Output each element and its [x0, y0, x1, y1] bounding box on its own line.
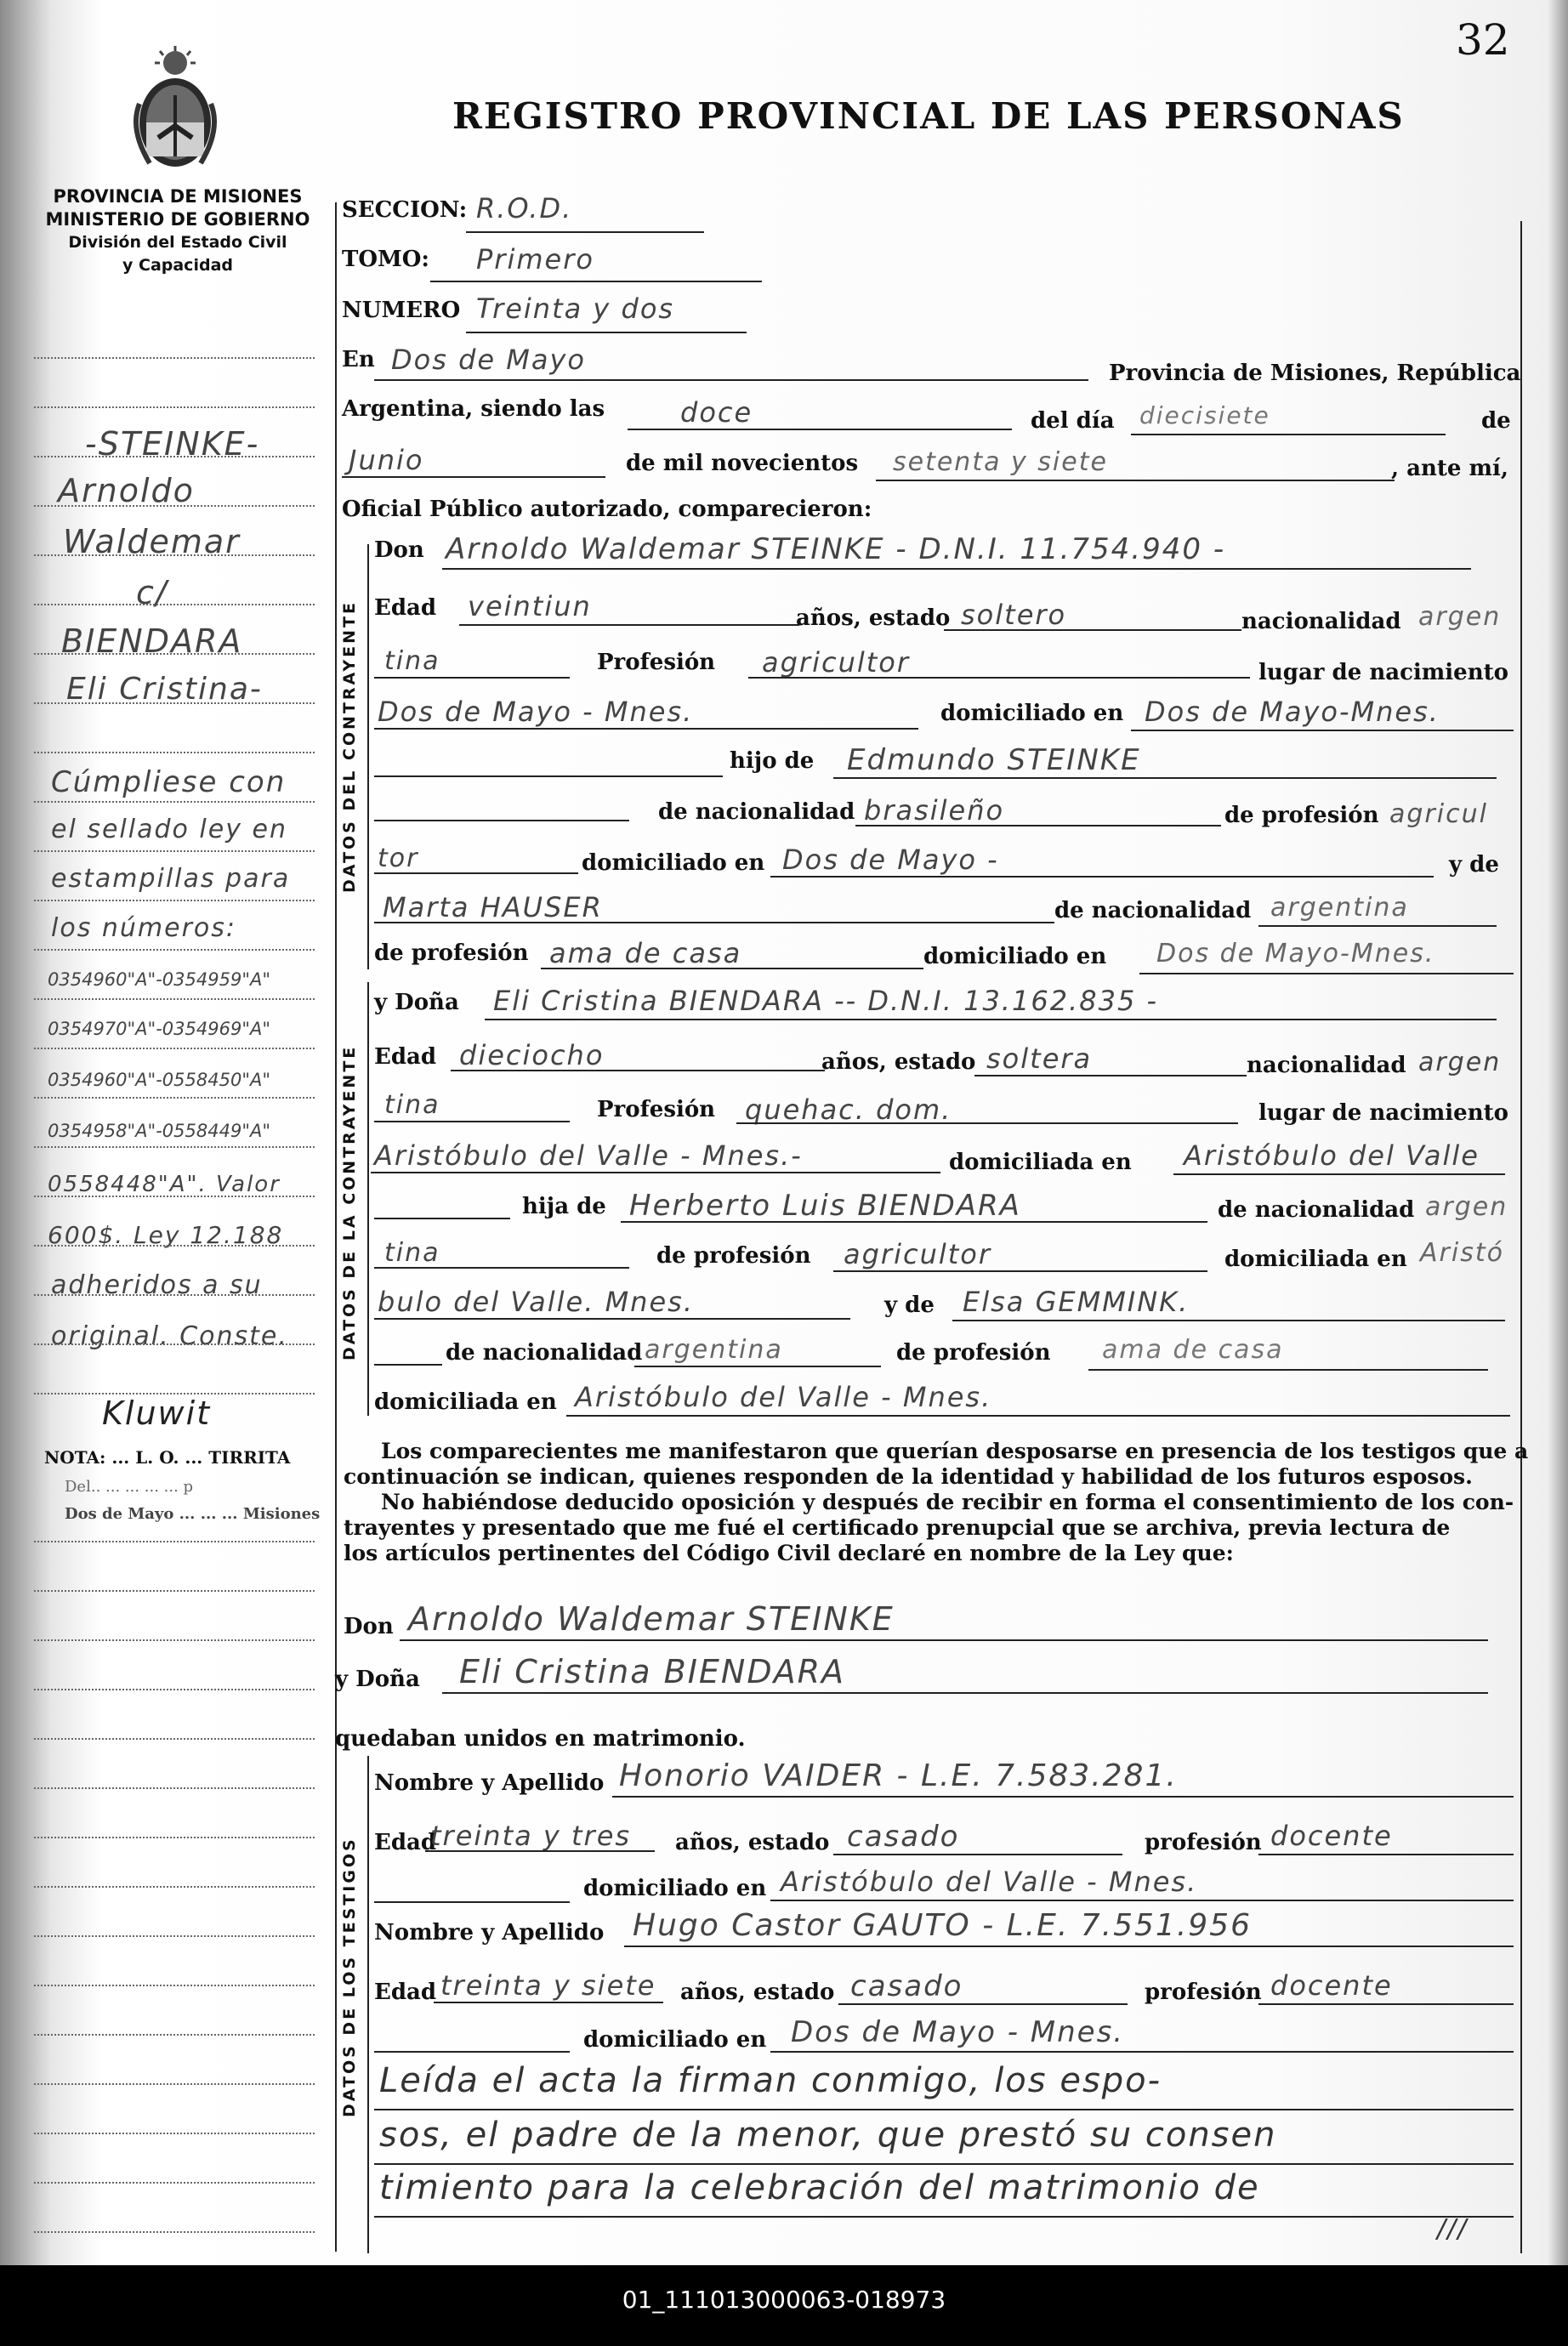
field-label: domiciliado en	[923, 944, 1107, 969]
bride-father-domicile: Aristó	[1420, 1238, 1504, 1268]
margin-rule-line	[34, 2231, 315, 2233]
section-divider	[367, 982, 369, 1416]
footer-band	[0, 2265, 1568, 2346]
groom-mother-profession: ama de casa	[549, 937, 742, 969]
closing-text: timiento para la celebración del matrimonio de	[379, 2168, 1260, 2207]
margin-rule-line	[34, 752, 315, 753]
margin-rule-line	[34, 2133, 315, 2134]
margin-name: Waldemar	[63, 523, 241, 560]
paragraph-line: trayentes y presentado que me fué el certificado prenupcial que se archiva, previa lectura de	[344, 1515, 1451, 1540]
field-label: Edad	[374, 1980, 437, 2005]
bride-father: Herberto Luis BIENDARA	[629, 1189, 1021, 1223]
field-label: de nacionalidad	[658, 799, 855, 825]
bride-mother-profession: ama de casa	[1102, 1335, 1284, 1365]
section-label-groom: DATOS DEL CONTRAYENTE	[340, 600, 359, 893]
authority-line: División del Estado Civil	[68, 233, 287, 252]
field-label: profesión	[1145, 1830, 1262, 1855]
margin-signature: Kluwit	[102, 1395, 212, 1432]
groom-nationality-cont: tina	[384, 646, 440, 676]
groom-mother-dom-blank	[1139, 973, 1514, 974]
field-label: Argentina, siendo las	[342, 396, 605, 422]
margin-rule-line	[34, 1837, 315, 1838]
witness1-status-blank	[833, 1854, 1122, 1855]
margin-note: el sellado ley en	[51, 815, 287, 844]
groom-mother: Marta HAUSER	[383, 891, 603, 923]
bride-father-domicile-cont: bulo del Valle. Mnes.	[378, 1286, 694, 1318]
blank-line	[374, 872, 578, 874]
en-blank	[374, 379, 1088, 381]
margin-rule-line	[34, 357, 315, 359]
groom-status-blank	[944, 629, 1241, 631]
field-label: En	[342, 347, 375, 372]
blank-line	[374, 1901, 570, 1903]
margin-rule-line	[34, 505, 315, 507]
closing-blank	[374, 2216, 1514, 2218]
margin-note: adheridos a su	[51, 1270, 263, 1300]
field-label: Edad	[374, 1830, 437, 1855]
footer-image-id: 01_111013000063-018973	[622, 2286, 946, 2314]
margin-rule-line	[34, 1590, 315, 1592]
margin-name: Arnoldo	[58, 472, 195, 509]
field-label: Oficial Público autorizado, comparecieron:	[342, 497, 872, 522]
groom-name-blank	[442, 568, 1471, 570]
witness1-dom-blank	[770, 1900, 1514, 1901]
anio-value: setenta y siete	[893, 447, 1108, 477]
margin-rule-line	[34, 1689, 315, 1690]
witness1-domicile: Aristóbulo del Valle - Mnes.	[781, 1866, 1198, 1898]
declared-bride-blank	[442, 1692, 1488, 1694]
dia-blank	[1131, 434, 1446, 435]
bride-mother-dom-blank	[566, 1415, 1510, 1417]
witness2-profession: docente	[1270, 1969, 1393, 2002]
witness1-profession: docente	[1270, 1820, 1393, 1852]
groom-father-profession-cont: tor	[378, 844, 419, 873]
closing-blank	[374, 2163, 1514, 2165]
field-label: de profesión	[1224, 803, 1379, 828]
bride-status-blank	[974, 1075, 1247, 1076]
groom-mother-nat-blank	[1258, 925, 1497, 927]
margin-note: 0354960"A"-0558450"A"	[48, 1070, 270, 1090]
margin-note: original. Conste.	[51, 1321, 288, 1351]
bride-name-blank	[485, 1019, 1497, 1020]
field-label: años, estado	[675, 1830, 830, 1855]
field-label: , ante mí,	[1391, 456, 1508, 481]
field-label: hijo de	[730, 748, 815, 774]
field-label: domiciliada en	[374, 1389, 557, 1415]
margin-rule-line	[34, 1245, 315, 1247]
witness1-name-blank	[612, 1796, 1514, 1798]
field-label: Profesión	[597, 650, 716, 675]
margin-rule-line	[34, 2034, 315, 2036]
field-label: lugar de nacimiento	[1258, 660, 1508, 685]
field-label: de nacionalidad	[446, 1340, 643, 1366]
margin-rule-line	[34, 653, 315, 655]
margin-rule-line	[34, 1393, 315, 1395]
field-label: y Doña	[374, 990, 459, 1015]
field-label: hija de	[522, 1194, 606, 1219]
witness2-age: treinta y siete	[440, 1969, 656, 2002]
field-label: domiciliado en	[582, 850, 765, 876]
paragraph-line: No habiéndose deducido oposición y después de recibir en forma el consentimiento de los con-	[381, 1490, 1514, 1514]
bride-birthplace-blank	[371, 1172, 940, 1173]
field-label: Edad	[374, 1044, 437, 1070]
bride-domicile: Aristóbulo del Valle	[1184, 1139, 1480, 1172]
field-label: Edad	[374, 595, 437, 621]
groom-father: Edmundo STEINKE	[847, 743, 1141, 777]
groom-birthplace: Dos de Mayo - Mnes.	[378, 696, 694, 728]
declared-bride: Eli Cristina BIENDARA	[459, 1653, 845, 1690]
field-label: NUMERO	[342, 298, 461, 323]
margin-note: estampillas para	[51, 864, 291, 894]
field-label: Profesión	[597, 1097, 716, 1122]
field-label: de	[1481, 408, 1511, 434]
field-label: y de	[1449, 852, 1499, 878]
section-label-witnesses: DATOS DE LOS TESTIGOS	[340, 1837, 359, 2117]
tomo-value: Primero	[476, 243, 594, 275]
groom-mother-prof-blank	[541, 968, 923, 969]
closing-text: sos, el padre de la menor, que prestó su consen	[379, 2116, 1277, 2155]
witness1-status: casado	[847, 1820, 960, 1854]
margin-rule-line	[34, 998, 315, 1000]
bride-father-nationality-cont: tina	[384, 1238, 440, 1268]
bride-profession: quehac. dom.	[745, 1093, 952, 1126]
coat-of-arms-icon	[124, 44, 226, 172]
field-label: de nacionalidad	[1218, 1197, 1415, 1223]
blank-line	[374, 820, 629, 821]
margin-note: 0558448"A". Valor	[48, 1172, 281, 1197]
page-number: 32	[1456, 15, 1510, 65]
margin-rule-line	[34, 1541, 315, 1542]
bride-profession-blank	[736, 1122, 1238, 1124]
groom-age-blank	[459, 624, 799, 626]
page-title: REGISTRO PROVINCIAL DE LAS PERSONAS	[452, 95, 1405, 137]
groom-father-nat-blank	[855, 825, 1221, 826]
section-divider	[367, 1756, 369, 2253]
declared-groom: Arnoldo Waldemar STEINKE	[408, 1600, 895, 1638]
form-left-border	[335, 202, 337, 2252]
marriage-statement: quedaban unidos en matrimonio.	[335, 1726, 746, 1752]
field-label: lugar de nacimiento	[1258, 1100, 1508, 1126]
field-label: Nombre y Apellido	[374, 1920, 605, 1946]
witness1-prof-blank	[1258, 1854, 1514, 1855]
section-divider	[367, 544, 369, 969]
blank-line	[374, 775, 723, 777]
bride-father-blank	[621, 1221, 1207, 1223]
margin-note: 0354970"A"-0354969"A"	[48, 1019, 270, 1039]
groom-status: soltero	[961, 599, 1067, 631]
margin-note: 600$. Ley 12.188	[48, 1221, 284, 1249]
field-label: Nombre y Apellido	[374, 1770, 605, 1796]
groom-father-nationality: brasileño	[864, 794, 1005, 826]
groom-mother-nationality: argentina	[1270, 893, 1409, 923]
field-label: TOMO:	[342, 247, 430, 272]
witness1-age: treinta y tres	[430, 1820, 632, 1852]
witness2-status-blank	[838, 2003, 1128, 2005]
field-label: Provincia de Misiones, República	[1109, 361, 1521, 386]
bride-mother: Elsa GEMMINK.	[963, 1286, 1190, 1318]
field-label: de profesión	[656, 1243, 811, 1269]
field-label: domiciliada en	[1224, 1247, 1407, 1272]
margin-surname: -STEINKE-	[85, 425, 260, 463]
closing-blank	[374, 2109, 1514, 2110]
field-label: nacionalidad	[1241, 609, 1401, 634]
margin-rule-line	[34, 900, 315, 901]
bride-age: dieciocho	[459, 1039, 605, 1071]
witness2-age-blank	[434, 2002, 663, 2003]
bride-father-prof-blank	[833, 1270, 1207, 1272]
issuing-authority	[37, 185, 318, 277]
groom-father-dom-blank	[770, 876, 1434, 878]
groom-nat-blank	[374, 677, 570, 679]
groom-domicile-blank	[1131, 730, 1514, 731]
margin-rule-line	[34, 2182, 315, 2184]
bride-status: soltera	[986, 1042, 1093, 1075]
field-label: domiciliado en	[583, 2027, 767, 2053]
bride-domicile-blank	[1173, 1173, 1505, 1175]
numero-value: Treinta y dos	[476, 293, 675, 325]
bride-age-blank	[451, 1070, 825, 1071]
groom-domicile: Dos de Mayo-Mnes.	[1145, 696, 1440, 728]
margin-nota: Del.. ... ... ... ... p	[65, 1478, 194, 1496]
margin-rule-line	[34, 1738, 315, 1740]
field-label: años, estado	[821, 1049, 976, 1075]
bride-father-nationality: argen	[1425, 1192, 1508, 1222]
field-label: de nacionalidad	[1054, 898, 1252, 923]
declared-groom-blank	[400, 1639, 1488, 1641]
groom-mother-domicile: Dos de Mayo-Mnes.	[1156, 939, 1435, 969]
field-label: Don	[374, 537, 424, 563]
bride-father-profession: agricultor	[844, 1238, 992, 1270]
en-value: Dos de Mayo	[391, 344, 586, 376]
anio-blank	[876, 480, 1395, 481]
section-label-bride: DATOS DE LA CONTRAYENTE	[340, 1044, 359, 1360]
bride-nationality-cont: tina	[384, 1090, 440, 1120]
witness2-name-blank	[624, 1946, 1514, 1947]
field-label: años, estado	[680, 1980, 835, 2005]
tomo-blank	[430, 281, 762, 282]
margin-name: Eli Cristina-	[66, 672, 263, 707]
margin-rule-line	[34, 702, 315, 704]
hora-blank	[628, 429, 1012, 430]
margin-rule-line	[34, 456, 315, 457]
hora-value: doce	[680, 396, 753, 429]
margin-note: 0354960"A"-0354959"A"	[48, 969, 270, 990]
field-label: de profesión	[374, 940, 529, 966]
groom-birthplace-blank	[374, 728, 918, 730]
margin-nota: Dos de Mayo ... ... ... Misiones	[65, 1505, 321, 1523]
seccion-blank	[466, 231, 704, 233]
margin-rule-line	[34, 850, 315, 852]
paragraph-line: Los comparecientes me manifestaron que querían desposarse en presencia de los testigos que a	[381, 1439, 1529, 1463]
blank-line	[374, 1318, 850, 1320]
margin-rule-line	[34, 554, 315, 556]
margin-rule-line	[34, 1639, 315, 1641]
paragraph-line: los artículos pertinentes del Código Civil declaré en nombre de la Ley que:	[344, 1541, 1234, 1565]
numero-blank	[466, 332, 747, 333]
witness2-domicile: Dos de Mayo - Mnes.	[791, 2015, 1125, 2049]
field-label: años, estado	[796, 605, 951, 631]
declaration-paragraph	[344, 1439, 1529, 1566]
margin-rule-line	[34, 1985, 315, 1986]
margin-rule-line	[34, 406, 315, 408]
field-label: de mil novecientos	[626, 451, 859, 476]
bride-name: Eli Cristina BIENDARA -- D.N.I. 13.162.835 -	[493, 985, 1159, 1017]
margin-rule-line	[34, 1294, 315, 1296]
mes-value: Junio	[349, 444, 424, 476]
witness1-name: Honorio VAIDER - L.E. 7.583.281.	[619, 1758, 1178, 1793]
field-label: del día	[1031, 408, 1115, 434]
witness1-age-blank	[425, 1850, 655, 1852]
margin-note: Cúmpliese con	[51, 765, 287, 799]
closing-text: Leída el acta la firman conmigo, los espo-	[379, 2061, 1162, 2100]
groom-father-domicile: Dos de Mayo -	[782, 844, 999, 876]
seccion-value: R.O.D.	[476, 192, 573, 224]
margin-rule-line	[34, 2083, 315, 2085]
bride-nat-blank	[374, 1121, 570, 1122]
witness2-status: casado	[850, 1969, 963, 2003]
witness2-dom-blank	[770, 2051, 1514, 2053]
bride-mother-prof-blank	[1088, 1369, 1488, 1371]
groom-father-blank	[833, 777, 1497, 779]
margin-note: los números:	[51, 913, 236, 943]
field-label: domiciliado en	[940, 701, 1124, 726]
margin-rule-line	[34, 1196, 315, 1197]
authority-line: PROVINCIA DE MISIONES	[53, 186, 303, 207]
field-label: SECCION:	[342, 197, 468, 223]
field-label: Don	[344, 1614, 394, 1639]
field-label: profesión	[1145, 1980, 1262, 2005]
margin-rule-line	[34, 1343, 315, 1345]
mes-blank	[342, 476, 605, 478]
field-label: nacionalidad	[1247, 1053, 1406, 1078]
blank-line	[374, 1364, 442, 1366]
field-label: y Doña	[335, 1667, 420, 1692]
field-label: domiciliado en	[583, 1876, 767, 1901]
blank-line	[374, 2051, 570, 2053]
field-label: de profesión	[896, 1340, 1051, 1366]
authority-line: MINISTERIO DE GOBIERNO	[45, 209, 310, 230]
bride-nationality: argen	[1418, 1048, 1502, 1077]
margin-rule-line	[34, 801, 315, 803]
bride-mother-domicile: Aristóbulo del Valle - Mnes.	[575, 1381, 992, 1413]
witness2-name: Hugo Castor GAUTO - L.E. 7.551.956	[633, 1908, 1252, 1943]
dia-value: diecisiete	[1139, 401, 1270, 429]
groom-name: Arnoldo Waldemar STEINKE - D.N.I. 11.754.940 -	[446, 532, 1226, 566]
margin-rule-line	[34, 1097, 315, 1099]
margin-rule-line	[34, 1048, 315, 1049]
groom-nationality: argen	[1418, 602, 1502, 632]
field-label: domiciliada en	[949, 1150, 1132, 1175]
groom-mother-blank	[374, 922, 1054, 923]
margin-rule-line	[34, 1886, 315, 1888]
margin-name: BIENDARA	[61, 622, 243, 660]
margin-nota: NOTA: ... L. O. ... TIRRITA	[44, 1447, 291, 1468]
bride-mother-nat-blank	[634, 1366, 881, 1367]
groom-age: veintiun	[468, 590, 592, 622]
groom-profession-blank	[748, 677, 1250, 679]
bride-mother-blank	[952, 1320, 1505, 1321]
blank-line	[374, 1267, 629, 1269]
field-label: y de	[884, 1292, 935, 1318]
margin-rule-line	[34, 604, 315, 605]
blank-line	[374, 1218, 510, 1219]
groom-profession: agricultor	[762, 646, 911, 679]
paragraph-line: continuación se indican, quienes responden de la identidad y habilidad de los futuros esposos.	[344, 1464, 1473, 1489]
authority-line: y Capacidad	[122, 256, 233, 275]
margin-rule-line	[34, 949, 315, 951]
margin-rule-line	[34, 1935, 315, 1937]
closing-continuation-mark: ///	[1437, 2214, 1469, 2244]
groom-father-profession: agricul	[1389, 799, 1488, 829]
margin-conjunction: c/	[136, 574, 168, 611]
form-right-border	[1520, 221, 1522, 2253]
witness2-prof-blank	[1258, 2003, 1514, 2005]
bride-mother-nationality: argentina	[645, 1335, 783, 1365]
margin-note: 0354958"A"-0558449"A"	[48, 1121, 270, 1141]
bride-birthplace: Aristóbulo del Valle - Mnes.-	[374, 1139, 803, 1172]
margin-rule-line	[34, 1787, 315, 1789]
margin-rule-line	[34, 1146, 315, 1148]
